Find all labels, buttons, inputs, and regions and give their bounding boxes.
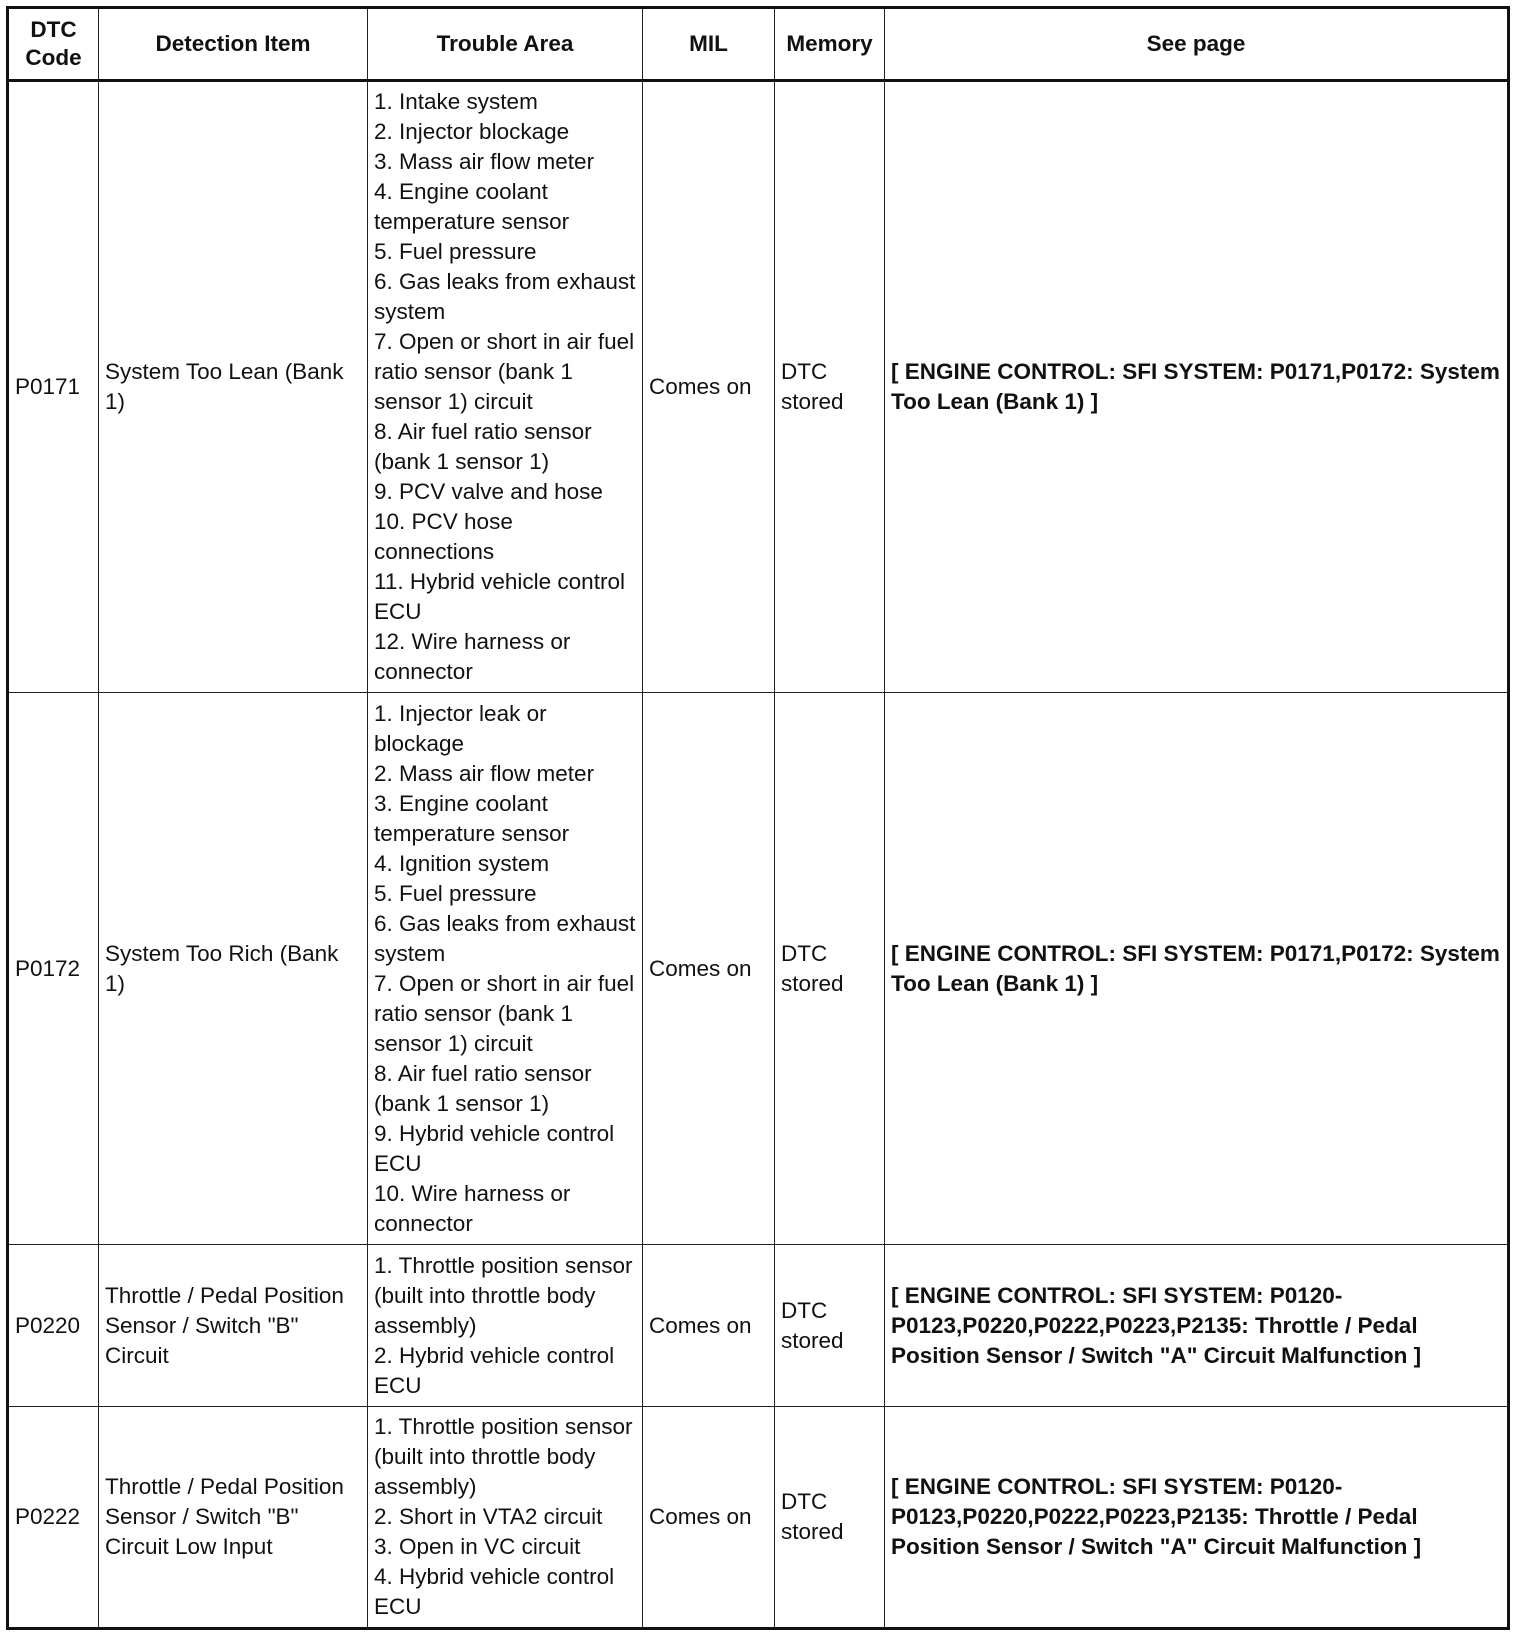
memory-line2: stored	[781, 970, 844, 996]
trouble-area-item: 4. Engine coolant temperature sensor	[374, 179, 570, 234]
header-row	[8, 8, 1509, 81]
trouble-area-cell	[368, 81, 643, 693]
trouble-area-item: 5. Fuel pressure	[374, 239, 537, 264]
memory-line1: DTC	[781, 1489, 828, 1514]
trouble-area-item: 6. Gas leaks from exhaust system	[374, 269, 636, 324]
trouble-area-item: 8. Air fuel ratio sensor (bank 1 sensor 1)	[374, 419, 592, 474]
see-page-link[interactable]: [ ENGINE CONTROL: SFI SYSTEM: P0120-P0123,P0220,P0222,P0223,P2135: Throttle / Pedal Position Sensor / Switch "A" Circuit Malfunction ]	[885, 1407, 1509, 1629]
mil-cell: Comes on	[643, 693, 775, 1245]
trouble-area-item: 6. Gas leaks from exhaust system	[374, 910, 636, 966]
trouble-area-item: 1. Throttle position sensor (built into throttle body assembly)	[374, 1252, 633, 1338]
trouble-area-item: 1. Injector leak or blockage	[374, 700, 547, 756]
dtc-code-cell: P0220	[8, 1245, 99, 1407]
trouble-area-cell	[368, 1245, 643, 1407]
memory-line2: stored	[781, 1327, 844, 1353]
dtc-table-container	[6, 6, 1507, 1630]
table-row	[8, 1407, 1509, 1629]
trouble-area-list	[374, 1251, 636, 1401]
trouble-area-list	[374, 87, 636, 687]
trouble-area-item: 3. Open in VC circuit	[374, 1534, 581, 1559]
dtc-code-cell: P0172	[8, 693, 99, 1245]
mil-cell: Comes on	[643, 81, 775, 693]
trouble-area-item: 5. Fuel pressure	[374, 880, 537, 906]
trouble-area-item: 7. Open or short in air fuel ratio sensor (bank 1 sensor 1) circuit	[374, 970, 635, 1056]
trouble-area-list	[374, 699, 636, 1239]
dtc-code-cell: P0171	[8, 81, 99, 693]
mil-cell: Comes on	[643, 1407, 775, 1629]
trouble-area-item: 7. Open or short in air fuel ratio sensor (bank 1 sensor 1) circuit	[374, 329, 635, 414]
header-dtc-code-line2: Code	[25, 45, 82, 70]
see-page-link[interactable]: [ ENGINE CONTROL: SFI SYSTEM: P0120-P0123,P0220,P0222,P0223,P2135: Throttle / Pedal Position Sensor / Switch "A" Circuit Malfunction ]	[885, 1245, 1509, 1407]
memory-line1: DTC	[781, 940, 828, 966]
detection-item-cell: Throttle / Pedal Position Sensor / Switch "B" Circuit	[99, 1245, 368, 1407]
header-see-page: See page	[885, 8, 1509, 81]
trouble-area-cell	[368, 693, 643, 1245]
see-page-link[interactable]: [ ENGINE CONTROL: SFI SYSTEM: P0171,P0172: System Too Lean (Bank 1) ]	[885, 81, 1509, 693]
detection-item-cell: Throttle / Pedal Position Sensor / Switch "B" Circuit Low Input	[99, 1407, 368, 1629]
trouble-area-item: 2. Short in VTA2 circuit	[374, 1504, 603, 1529]
trouble-area-item: 4. Hybrid vehicle control ECU	[374, 1564, 615, 1619]
trouble-area-list	[374, 1412, 636, 1622]
detection-item-cell: System Too Lean (Bank 1)	[99, 81, 368, 693]
header-dtc-code-line1: DTC	[30, 17, 77, 42]
dtc-table	[6, 6, 1510, 1630]
table-row	[8, 81, 1509, 693]
memory-cell	[775, 693, 885, 1245]
header-detection-item: Detection Item	[99, 8, 368, 81]
memory-cell	[775, 1407, 885, 1629]
header-mil: MIL	[643, 8, 775, 81]
table-row	[8, 1245, 1509, 1407]
trouble-area-item: 2. Hybrid vehicle control ECU	[374, 1342, 615, 1398]
header-memory: Memory	[775, 8, 885, 81]
detection-item-cell: System Too Rich (Bank 1)	[99, 693, 368, 1245]
trouble-area-item: 4. Ignition system	[374, 850, 550, 876]
trouble-area-item: 9. Hybrid vehicle control ECU	[374, 1120, 615, 1176]
memory-cell	[775, 1245, 885, 1407]
trouble-area-item: 3. Engine coolant temperature sensor	[374, 790, 570, 846]
trouble-area-item: 1. Throttle position sensor (built into throttle body assembly)	[374, 1414, 633, 1499]
trouble-area-item: 2. Injector blockage	[374, 119, 570, 144]
trouble-area-cell	[368, 1407, 643, 1629]
trouble-area-item: 8. Air fuel ratio sensor (bank 1 sensor 1)	[374, 1060, 592, 1116]
memory-line2: stored	[781, 389, 844, 414]
memory-line2: stored	[781, 1519, 844, 1544]
trouble-area-item: 2. Mass air flow meter	[374, 760, 595, 786]
trouble-area-item: 11. Hybrid vehicle control ECU	[374, 569, 625, 624]
dtc-code-cell: P0222	[8, 1407, 99, 1629]
trouble-area-item: 1. Intake system	[374, 89, 538, 114]
header-dtc-code	[8, 8, 99, 81]
memory-line1: DTC	[781, 359, 828, 384]
trouble-area-item: 10. Wire harness or connector	[374, 1180, 571, 1236]
trouble-area-item: 10. PCV hose connections	[374, 509, 513, 564]
memory-line1: DTC	[781, 1297, 828, 1323]
memory-cell	[775, 81, 885, 693]
trouble-area-item: 3. Mass air flow meter	[374, 149, 595, 174]
see-page-link[interactable]: [ ENGINE CONTROL: SFI SYSTEM: P0171,P0172: System Too Lean (Bank 1) ]	[885, 693, 1509, 1245]
trouble-area-item: 9. PCV valve and hose	[374, 479, 603, 504]
trouble-area-item: 12. Wire harness or connector	[374, 629, 571, 684]
table-row	[8, 693, 1509, 1245]
mil-cell: Comes on	[643, 1245, 775, 1407]
header-trouble-area: Trouble Area	[368, 8, 643, 81]
